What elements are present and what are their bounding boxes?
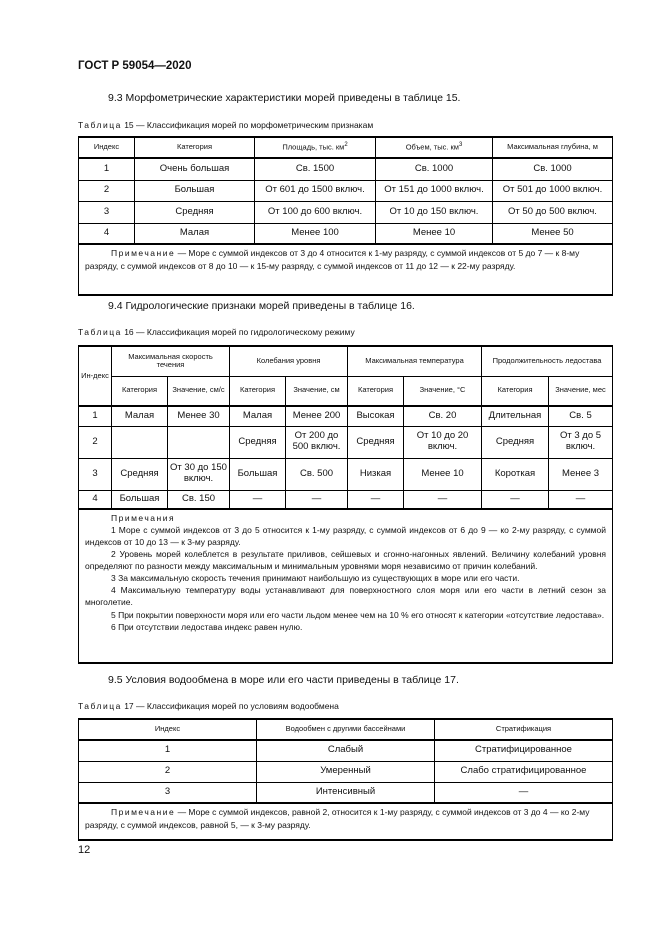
section-9-5-text: 9.5 Условия водообмена в море или его части приведены в таблице 17. [108, 674, 459, 686]
table-16-cell: От 10 до 20 включ. [404, 426, 482, 458]
table-16-subheader: Категория [348, 376, 404, 406]
table-15-cell: 4 [79, 223, 135, 244]
table-15-cell: 1 [79, 158, 135, 180]
table-16-cell: Низкая [348, 458, 404, 490]
table-16-cell: Менее 30 [168, 406, 230, 426]
table-16-cell: Короткая [482, 458, 549, 490]
table-16-cell: Средняя [348, 426, 404, 458]
table-row [79, 201, 613, 223]
table-16-caption-text: 16 — Классификация морей по гидрологическому режиму [121, 327, 355, 337]
table-15-note [79, 244, 613, 295]
table-16-subheader: Категория [482, 376, 549, 406]
table-16-cell: — [482, 490, 549, 509]
table-15 [78, 136, 613, 296]
table-17-caption [78, 701, 339, 711]
table-16-header-level: Колебания уровня [230, 346, 348, 376]
table-15-cell: Св. 1000 [376, 158, 493, 180]
table-16 [78, 345, 613, 664]
table-15-cell: От 100 до 600 включ. [255, 201, 376, 223]
table-16-cell: От 3 до 5 включ. [549, 426, 613, 458]
document-header: ГОСТ Р 59054—2020 [78, 60, 192, 72]
table-17-cell: Слабо стратифицированное [435, 761, 613, 782]
table-17-note [79, 803, 613, 840]
table-16-note-item: 3 За максимальную скорость течения принимают наибольшую из существующих в море или его части. [111, 573, 520, 584]
table-16-note-item: 5 При покрытии поверхности моря или его части льдом менее чем на 10 % его относят к категории «отсутствие ледостава». [111, 609, 605, 620]
section-9-4-text: 9.4 Гидрологические признаки морей приведены в таблице 16. [108, 300, 415, 312]
table-16-cell: Средняя [230, 426, 286, 458]
table-17-cell: — [435, 782, 613, 803]
table-16-subheader: Значение, см/с [168, 376, 230, 406]
table-15-cell: От 601 до 1500 включ. [255, 180, 376, 201]
table-15-header-depth: Максимальная глубина, м [493, 137, 613, 158]
table-16-note-item: 1 Море с суммой индексов от 3 до 5 относится к 1-му разряду, с суммой индексов от 6 до 9 — ко 2-му разряду, с суммой индексов от 10 до 13 — к 3-му разряду. [85, 525, 607, 548]
table-17-cell: Слабый [257, 740, 435, 761]
table-row [79, 740, 613, 761]
table-15-header-index: Индекс [79, 137, 135, 158]
table-16-subheader: Категория [230, 376, 286, 406]
table-15-cell: От 501 до 1000 включ. [493, 180, 613, 201]
table-16-cell: 2 [79, 426, 112, 458]
table-16-caption-prefix: Таблица [78, 327, 122, 337]
table-15-cell: Менее 50 [493, 223, 613, 244]
table-row [79, 782, 613, 803]
table-16-cell: Большая [230, 458, 286, 490]
table-16-header-index: Ин-декс [79, 346, 112, 406]
table-17-caption-prefix: Таблица [78, 701, 122, 711]
table-16-cell: Длительная [482, 406, 549, 426]
table-16-cell: Св. 5 [549, 406, 613, 426]
table-15-cell: Менее 100 [255, 223, 376, 244]
table-16-cell [112, 426, 168, 458]
table-row [79, 223, 613, 244]
section-9-3-text: 9.3 Морфометрические характеристики морей приведены в таблице 15. [108, 92, 461, 104]
table-16-cell: Малая [112, 406, 168, 426]
table-16-subheader: Значение, мес [549, 376, 613, 406]
table-16-subheader: Категория [112, 376, 168, 406]
table-16-cell: — [549, 490, 613, 509]
table-15-header-category: Категория [135, 137, 255, 158]
table-16-header-current: Максимальная скорость течения [112, 346, 230, 376]
table-16-cell: — [286, 490, 348, 509]
table-16-cell: Средняя [112, 458, 168, 490]
table-16-cell: Менее 3 [549, 458, 613, 490]
area-superscript: 2 [344, 142, 348, 149]
table-15-header-area [255, 137, 376, 158]
table-15-cell: От 10 до 150 включ. [376, 201, 493, 223]
table-16-cell: — [404, 490, 482, 509]
table-17-cell: 2 [79, 761, 257, 782]
table-15-caption-prefix: Таблица [78, 120, 122, 130]
table-16-cell: Высокая [348, 406, 404, 426]
table-15-cell: Очень большая [135, 158, 255, 180]
table-17-header-index: Индекс [79, 719, 257, 740]
table-17-cell: Интенсивный [257, 782, 435, 803]
table-row [79, 490, 613, 509]
table-16-cell: — [230, 490, 286, 509]
table-17 [78, 718, 613, 841]
table-16-cell: Малая [230, 406, 286, 426]
table-15-header-volume-text: Объем, тыс. км [405, 142, 459, 152]
table-16-cell: Св. 20 [404, 406, 482, 426]
table-row [79, 426, 613, 458]
page-number: 12 [78, 844, 91, 856]
table-17-cell: Умеренный [257, 761, 435, 782]
table-16-note-item: 4 Максимальную температуру воды устанавливают для поверхностного слоя моря или его части в летний сезон за многолетие. [85, 585, 607, 608]
table-row [79, 158, 613, 180]
table-17-note-text: — Море с суммой индексов, равной 2, относится к 1-му разряду, с суммой индексов от 3 до 4 — ко 2-му разряду, с суммой индексов, равной 5, — к 3-му разряду. [85, 807, 590, 830]
table-16-note-item: 6 При отсутствии ледостава индекс равен нулю. [111, 621, 303, 632]
table-15-cell: 3 [79, 201, 135, 223]
table-row [79, 180, 613, 201]
table-15-cell: Малая [135, 223, 255, 244]
table-16-cell: 3 [79, 458, 112, 490]
table-15-caption-text: 15 — Классификация морей по морфометрическим признакам [121, 120, 374, 130]
table-16-header-temperature: Максимальная температура [348, 346, 482, 376]
table-16-cell: Менее 10 [404, 458, 482, 490]
table-15-header-volume [376, 137, 493, 158]
table-15-cell: Св. 1500 [255, 158, 376, 180]
table-16-subheader: Значение, см [286, 376, 348, 406]
table-17-cell: 3 [79, 782, 257, 803]
table-15-cell: 2 [79, 180, 135, 201]
table-15-cell: Большая [135, 180, 255, 201]
table-16-cell: Средняя [482, 426, 549, 458]
table-17-cell: Стратифицированное [435, 740, 613, 761]
table-16-cell: 4 [79, 490, 112, 509]
table-16-cell: От 30 до 150 включ. [168, 458, 230, 490]
table-16-cell: Св. 150 [168, 490, 230, 509]
table-15-cell: От 151 до 1000 включ. [376, 180, 493, 201]
volume-superscript: 3 [458, 142, 463, 149]
table-15-note-text: — Море с суммой индексов от 3 до 4 относится к 1-му разряду, с суммой индексов от 5 до 7 — к 8-му разряду, с суммой индексов от 8 до 10 — к 15-му разряду, с суммой индексов от 11 до 12 — к 22-му разряду. [85, 248, 580, 271]
table-16-cell: Св. 500 [286, 458, 348, 490]
table-15-header-area-text: Площадь, тыс. км [282, 142, 345, 152]
table-17-header-stratification: Стратификация [435, 719, 613, 740]
table-15-caption [78, 120, 373, 130]
table-16-cell: — [348, 490, 404, 509]
table-15-cell: От 50 до 500 включ. [493, 201, 613, 223]
table-16-header-ice: Продолжительность ледостава [482, 346, 613, 376]
table-15-cell: Св. 1000 [493, 158, 613, 180]
table-15-note-label: Примечание [111, 248, 176, 258]
table-17-caption-text: 17 — Классификация морей по условиям водообмена [121, 701, 339, 711]
table-16-cell: Большая [112, 490, 168, 509]
table-row [79, 406, 613, 426]
table-16-cell: Менее 200 [286, 406, 348, 426]
table-16-notes [79, 509, 613, 663]
table-row [79, 458, 613, 490]
table-17-header-exchange: Водообмен с другими бассейнами [257, 719, 435, 740]
table-17-note-label: Примечание [111, 807, 176, 817]
table-16-cell [168, 426, 230, 458]
table-17-cell: 1 [79, 740, 257, 761]
table-16-note-item: 2 Уровень морей колеблется в результате приливов, сейшевых и сгонно-нагонных явлений. Величину колебаний уровня определяют по разности между максимальным и минимальным уровнями моря независимо от причин колебаний. [85, 549, 607, 572]
table-16-cell: 1 [79, 406, 112, 426]
table-15-cell: Средняя [135, 201, 255, 223]
table-row [79, 761, 613, 782]
table-16-caption [78, 327, 355, 337]
table-16-notes-label: Примечания [111, 513, 176, 523]
table-15-cell: Менее 10 [376, 223, 493, 244]
table-16-subheader: Значение, °С [404, 376, 482, 406]
table-16-cell: От 200 до 500 включ. [286, 426, 348, 458]
